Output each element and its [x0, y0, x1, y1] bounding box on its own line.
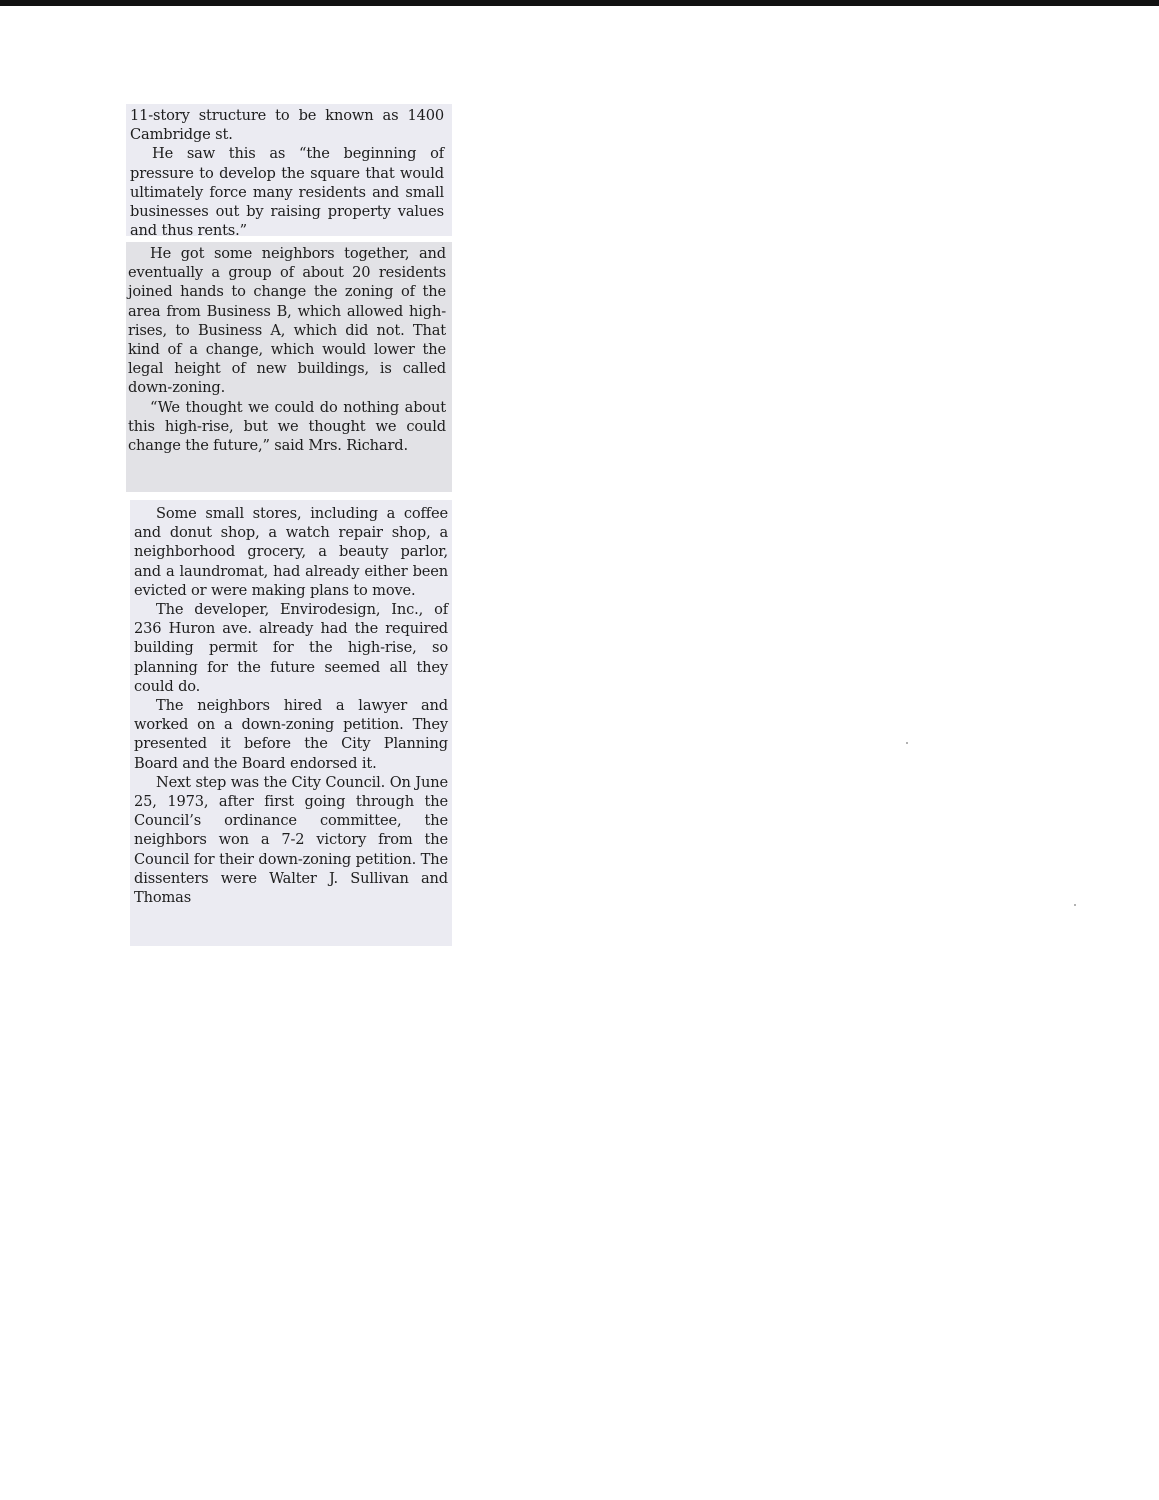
article-paragraph: 11-story structure to be known as 1400 Cambridge st. — [130, 107, 444, 144]
article-paragraph: Some small stores, including a coffee and donut shop, a watch repair shop, a neighborhood grocery, a beauty parlor, and a laundromat, had already either been evicted or were making plans to move. — [134, 505, 448, 599]
scan-speck — [906, 742, 908, 744]
article-paragraph: The developer, Envirodesign, Inc., of 236 Huron ave. already had the required building permit for the high-rise, so planning for the future seemed all they could do. — [134, 601, 448, 695]
scan-top-border — [0, 0, 1159, 6]
article-paragraph: He saw this as “the beginning of pressure to develop the square that would ultimately force many residents and small businesses out by raising property values and thus rents.” — [130, 145, 444, 240]
article-paragraph: The neighbors hired a lawyer and worked on a down-zoning petition. They presented it before the City Planning Board and the Board endorsed it. — [134, 697, 448, 772]
article-paragraph: “We thought we could do nothing about this high-rise, but we thought we could change the future,” said Mrs. Richard. — [128, 398, 446, 455]
article-paragraph: Next step was the City Council. On June 25, 1973, after first going through the Council’s ordinance committee, the neighbors won a 7-2 victory from the Council for their down-zoning petition. The dissenters were Walter J. Sullivan and Thomas — [134, 773, 448, 907]
clipping-segment-3 — [130, 500, 452, 946]
article-paragraph: He got some neighbors together, and eventually a group of about 20 residents joined hands to change the zoning of the area from Business B, which allowed high-rises, to Business A, which did not. That kind of a change, which would lower the legal height of new buildings, is called down-zoning. — [128, 245, 446, 397]
clipping-segment-1 — [126, 104, 452, 240]
clipping-segment-2 — [126, 242, 452, 492]
scan-speck — [1074, 904, 1076, 906]
